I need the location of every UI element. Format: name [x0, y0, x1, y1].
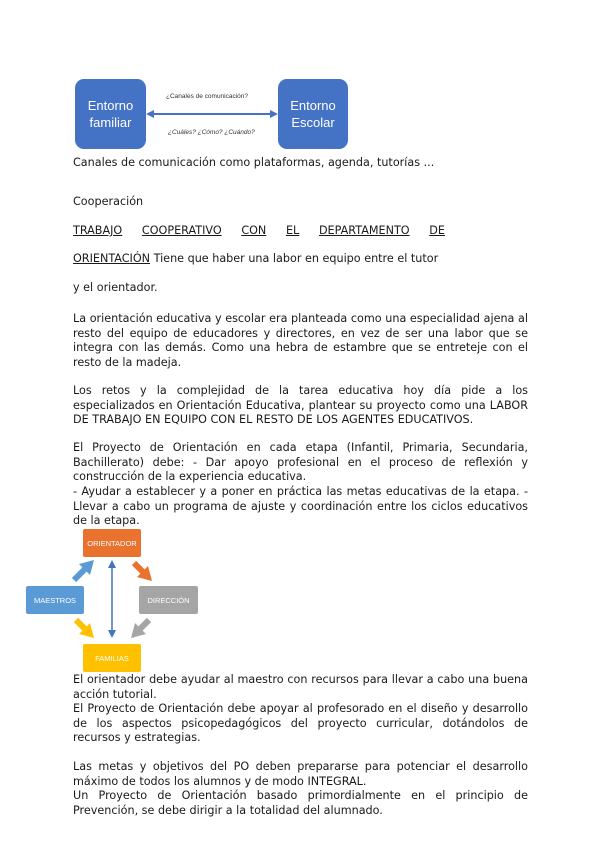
- tw-3: EL: [285, 224, 300, 237]
- orientacion-rest: Tiene que haber una labor en equipo entre el tutor: [150, 252, 439, 265]
- arrow-top-label: ¿Canales de comunicación?: [166, 93, 249, 100]
- paragraph-2: Los retos y la complejidad de la tarea educativa hoy día pide a los especializados en Orientación Educativa, plantear su proyecto como una LABOR DE TRABAJO EN EQUIPO CON EL RESTO DE LOS AGENTES EDUCATIVOS.: [73, 384, 528, 427]
- orientador-box: ORIENTADOR: [83, 529, 141, 557]
- direccion-box: DIRECCIÓN: [139, 586, 198, 614]
- diamond-arrows: [0, 520, 210, 680]
- caption: Canales de comunicación como plataformas, agenda, tutorías ...: [73, 156, 435, 169]
- cooperation-heading: Cooperación: [73, 195, 144, 208]
- trabajo-cooperativo-heading: [73, 224, 445, 239]
- orientacion-line: [73, 252, 438, 267]
- maestros-box: MAESTROS: [26, 586, 84, 614]
- familias-box: FAMILIAS: [83, 644, 141, 672]
- paragraph-6: El Proyecto de Orientación debe apoyar al profesorado en el diseño y desarrollo de los aspectos psicopedagógicos del proyecto curricular, dotándolos de recursos y estrategias.: [73, 702, 528, 745]
- entorno-familiar-box: [75, 79, 146, 149]
- arrow-orientador-familias-vertical: [108, 560, 116, 638]
- arrow-maestros-orientador: [74, 560, 94, 580]
- entorno-escolar-line1: Entorno: [290, 98, 336, 113]
- orientacion-word: ORIENTACIÓN: [73, 252, 151, 265]
- paragraph-4: - Ayudar a establecer y a poner en práctica las metas educativas de la etapa. - Llevar a cabo un programa de ajuste y coordinación entre los ciclos educativos de la etapa.: [73, 485, 528, 528]
- paragraph-8: Un Proyecto de Orientación basado primordialmente en el principio de Prevención, se debe dirigir a la totalidad del alumnado.: [73, 789, 528, 817]
- entorno-familiar-line2: familiar: [89, 115, 132, 130]
- paragraph-7: Las metas y objetivos del PO deben prepararse para potenciar el desarrollo máximo de todos los alumnos y de modo INTEGRAL.: [73, 760, 528, 788]
- tw-2: CON: [241, 224, 267, 237]
- orientacion-line2: y el orientador.: [73, 281, 158, 294]
- double-arrow: [146, 108, 278, 120]
- paragraph-1: La orientación educativa y escolar era planteada como una especialidad ajena al resto del equipo de educadores y directores, en vez de ser una labor que se integra con las demás. Como una hebra de estambre que se entreteje con el resto de la madeja.: [73, 312, 528, 369]
- paragraph-5: El orientador debe ayudar al maestro con recursos para llevar a cabo una buena acción tutorial.: [73, 673, 528, 701]
- tw-5: DE: [429, 224, 445, 237]
- tw-0: TRABAJO: [73, 224, 123, 237]
- arrow-maestros-familias: [76, 620, 94, 638]
- paragraph-3: El Proyecto de Orientación en cada etapa (Infantil, Primaria, Secundaria, Bachillerato) debe: - Dar apoyo profesional en el proceso de reflexión y construcción de la experiencia educativa.: [73, 441, 528, 484]
- arrow-bottom-label: ¿Cuáles? ¿Cómo? ¿Cuándo?: [168, 129, 255, 136]
- arrow-orientador-direccion: [134, 563, 152, 581]
- tw-4: DEPARTAMENTO: [318, 224, 410, 237]
- tw-1: COOPERATIVO: [141, 224, 222, 237]
- entorno-familiar-line1: Entorno: [87, 98, 134, 113]
- arrow-direccion-familias: [131, 620, 149, 638]
- entorno-escolar-box: [278, 79, 348, 149]
- entorno-escolar-line2: Escolar: [291, 115, 335, 130]
